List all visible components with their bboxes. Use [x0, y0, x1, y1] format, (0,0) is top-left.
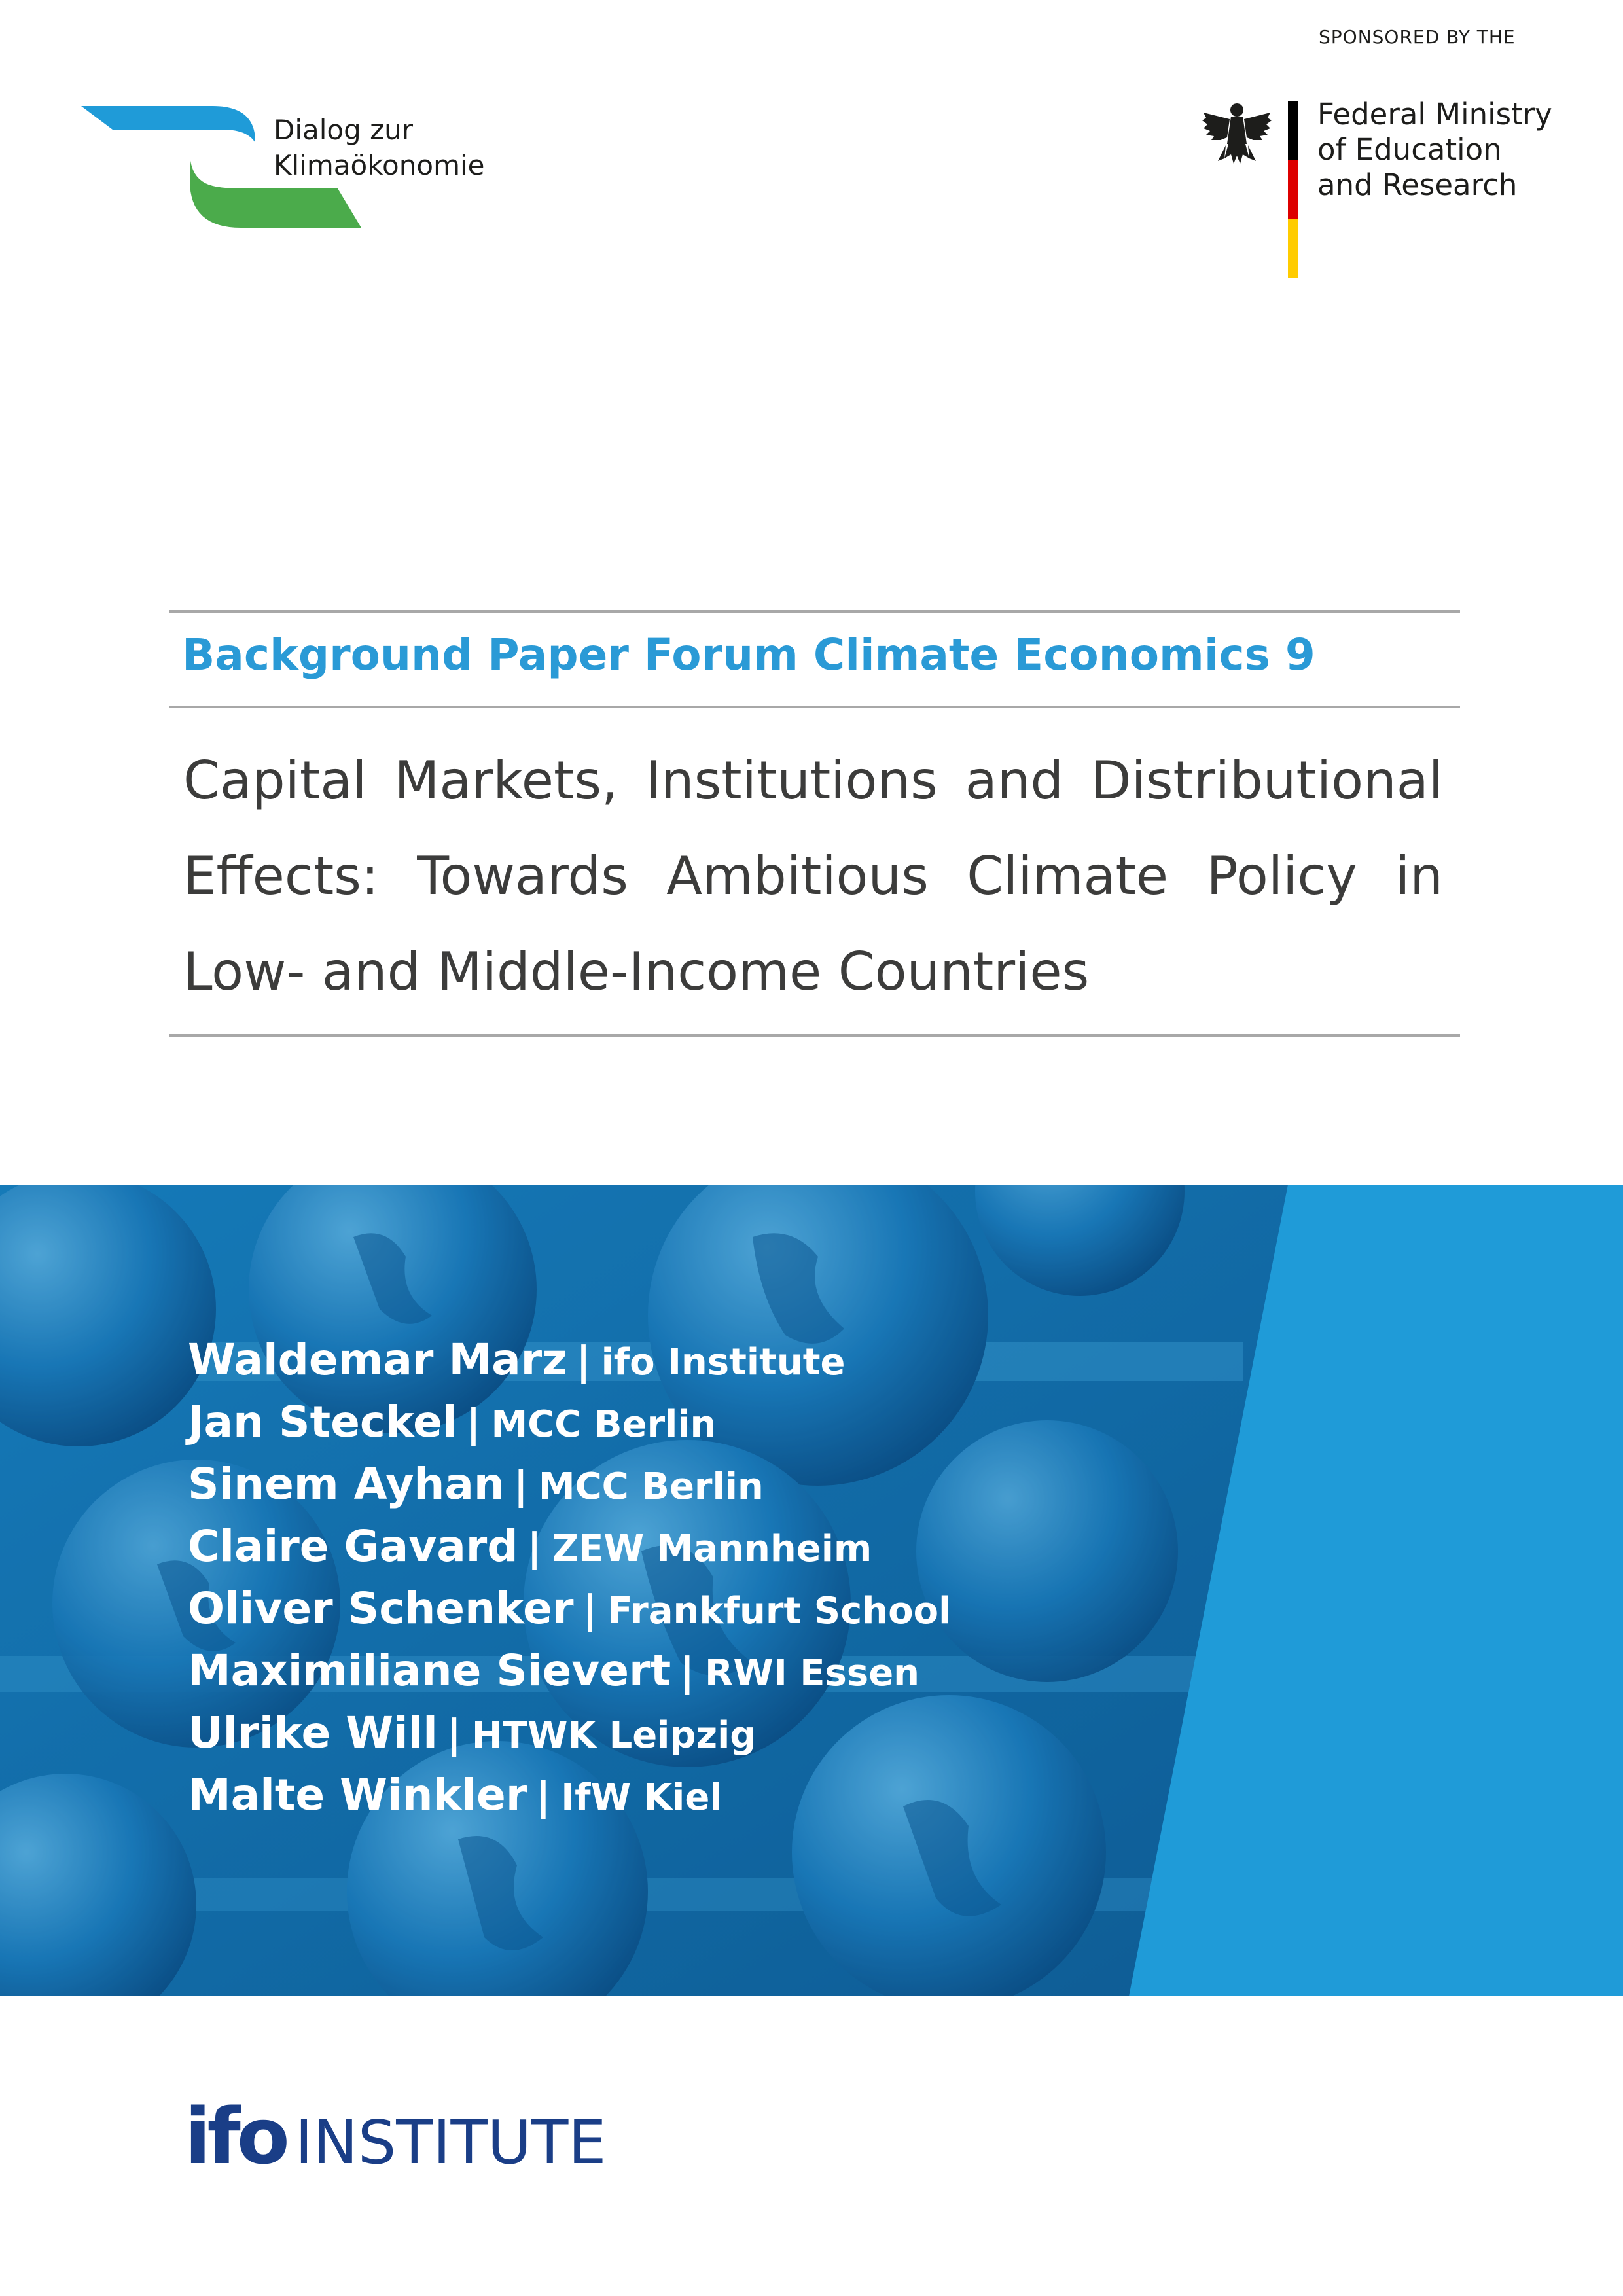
dialog-logo-text — [274, 113, 485, 183]
author-name: Jan Steckel — [188, 1397, 457, 1447]
flag-stripe-black — [1288, 101, 1298, 160]
author-entry — [188, 1453, 951, 1515]
author-entry — [188, 1515, 951, 1577]
federal-eagle-icon — [1201, 98, 1273, 170]
ifo-logo-word: INSTITUTE — [294, 2108, 607, 2178]
author-entry — [188, 1702, 951, 1764]
author-name: Claire Gavard — [188, 1521, 518, 1571]
author-separator: | — [446, 1712, 461, 1757]
paper-title: Capital Markets, Institutions and Distributional Effects: Towards Ambitious Climate Policy in Low- and Middle-Income Countries — [183, 750, 1443, 1002]
title-rule-middle — [169, 706, 1460, 708]
author-institution: IfW Kiel — [561, 1776, 722, 1819]
author-entry — [188, 1391, 951, 1453]
author-entry — [188, 1577, 951, 1640]
author-institution: HTWK Leipzig — [471, 1714, 757, 1757]
series-title: Background Paper Forum Climate Economics 9 — [182, 630, 1315, 680]
author-list — [188, 1329, 951, 1826]
author-institution: Frankfurt School — [607, 1590, 952, 1632]
author-institution: ifo Institute — [601, 1341, 846, 1384]
author-institution: MCC Berlin — [491, 1403, 717, 1446]
author-name: Maximiliane Sievert — [188, 1645, 671, 1696]
author-institution: RWI Essen — [705, 1652, 920, 1695]
author-separator: | — [513, 1463, 528, 1509]
author-name: Oliver Schenker — [188, 1583, 574, 1634]
author-separator: | — [466, 1401, 481, 1446]
flag-stripe-gold — [1288, 219, 1298, 278]
ifo-logo-mark: ifo — [185, 2091, 286, 2181]
title-rule-top — [169, 610, 1460, 613]
dialog-logo-line1: Dialog zur — [274, 114, 414, 146]
author-separator: | — [582, 1587, 597, 1633]
author-entry — [188, 1329, 951, 1391]
author-separator: | — [536, 1774, 551, 1820]
author-separator: | — [680, 1649, 695, 1695]
author-name: Malte Winkler — [188, 1770, 527, 1820]
author-institution: ZEW Mannheim — [552, 1528, 872, 1570]
author-separator: | — [576, 1338, 591, 1384]
sponsored-by-label: SPONSORED BY THE — [1319, 26, 1516, 48]
author-name: Waldemar Marz — [188, 1335, 567, 1385]
author-entry — [188, 1640, 951, 1702]
ifo-institute-logo — [185, 2091, 606, 2181]
dialog-logo-line2: Klimaökonomie — [274, 149, 485, 181]
german-flag-bar — [1288, 101, 1298, 278]
title-rule-bottom — [169, 1034, 1460, 1037]
author-name: Ulrike Will — [188, 1708, 438, 1758]
flag-stripe-red — [1288, 160, 1298, 219]
author-entry — [188, 1764, 951, 1826]
ministry-name: Federal Ministry of Education and Research — [1317, 97, 1552, 202]
author-institution: MCC Berlin — [538, 1465, 764, 1508]
author-separator: | — [527, 1525, 542, 1571]
author-name: Sinem Ayhan — [188, 1459, 505, 1509]
